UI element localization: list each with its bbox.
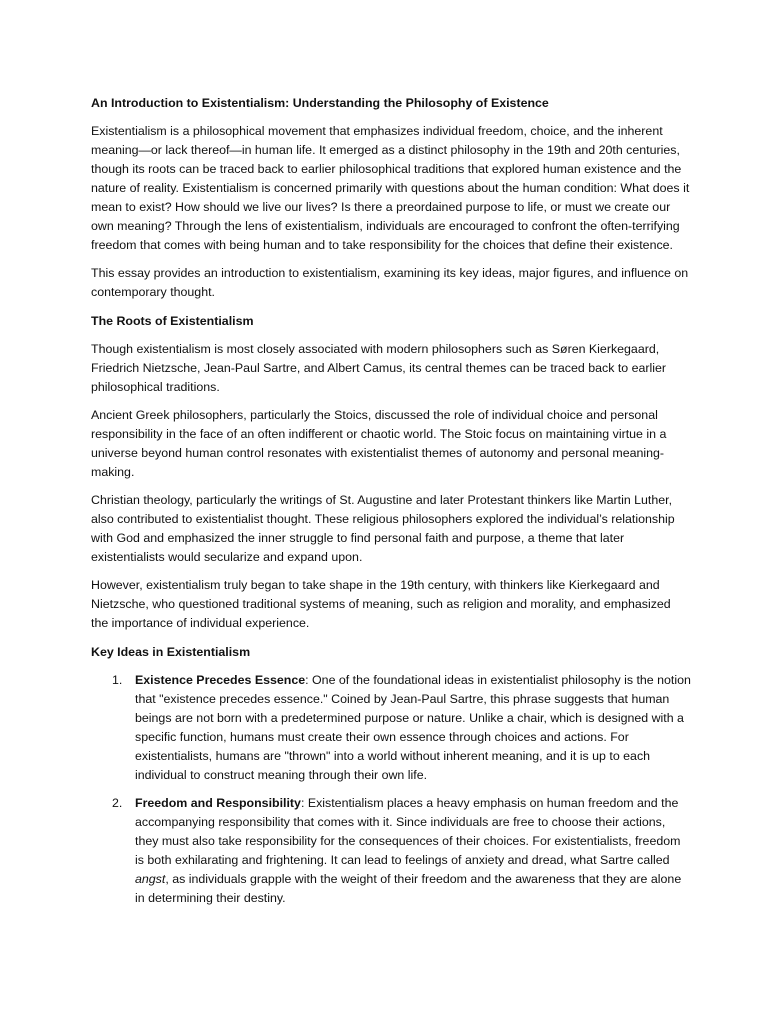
roots-heading: The Roots of Existentialism: [91, 313, 254, 328]
key-ideas-heading: Key Ideas in Existentialism: [91, 644, 251, 659]
list-item: [91, 794, 691, 907]
list-item-text: : One of the foundational ideas in existentialist philosophy is the notion that "existence precedes essence." Coined by Jean-Paul Sartre, this phrase suggests that human beings are not born with a predetermined purpose or nature. Unlike a chair, which is designed with a specific function, humans must create their own essence through choices and actions. For existentialists, humans are "thrown" into a world without inherent meaning, and it is up to each individual to construct meaning through their own life.: [135, 673, 691, 782]
list-item-text-continued: , as individuals grapple with the weight of their freedom and the awareness that they are alone in determining their destiny.: [135, 871, 682, 905]
document-title: An Introduction to Existentialism: Understanding the Philosophy of Existence: [91, 96, 549, 110]
roots-paragraph-1: Though existentialism is most closely associated with modern philosophers such as Søren Kierkegaard, Friedrich Nietzsche, Jean-Paul Sartre, and Albert Camus, its central themes can be traced back to earlier philosophical traditions.: [91, 341, 667, 394]
list-item-number: 2.: [112, 796, 123, 810]
list-item-italic-term: angst: [135, 871, 166, 886]
key-ideas-list: [91, 671, 691, 907]
document-body: [91, 94, 691, 917]
roots-paragraph-3: Christian theology, particularly the writings of St. Augustine and later Protestant thinkers like Martin Luther, also contributed to existentialist thought. These religious philosophers explored the individual’s relationship with God and emphasized the inner struggle to find personal faith and purpose, a theme that later existentialists would secularize and expand upon.: [91, 493, 675, 565]
list-item: [91, 671, 691, 784]
roots-paragraph-2: Ancient Greek philosophers, particularly the Stoics, discussed the role of individual choice and personal responsibility in the face of an often indifferent or chaotic world. The Stoic focus on maintaining virtue in a universe beyond human control resonates with existentialist themes of autonomy and personal meaning-making.: [91, 408, 667, 479]
roots-paragraph-4: However, existentialism truly began to take shape in the 19th century, with thinkers like Kierkegaard and Nietzsche, who questioned traditional systems of meaning, such as religion and morality, and emphasized the importance of individual experience.: [91, 578, 671, 631]
list-item-number: 1.: [112, 673, 123, 688]
intro-paragraph-1: Existentialism is a philosophical movement that emphasizes individual freedom, choice, and the inherent meaning—or lack thereof—in human life. It emerged as a distinct philosophy in the 19th and 20th centuries, though its roots can be traced back to earlier philosophical traditions that explored human existence and the nature of reality. Existentialism is concerned primarily with questions about the human condition: What does it mean to exist? How should we live our lives? Is there a preordained purpose to life, or must we create our own meaning? Through the lens of existentialism, individuals are encouraged to confront the often-terrifying freedom that comes with being human and to take responsibility for the choices that define their existence.: [91, 124, 690, 252]
list-item-term: Freedom and Responsibility: [135, 796, 301, 810]
list-item-term: Existence Precedes Essence: [135, 673, 306, 688]
intro-paragraph-2: This essay provides an introduction to existentialism, examining its key ideas, major figures, and influence on contemporary thought.: [91, 266, 689, 300]
list-item-text: : Existentialism places a heavy emphasis on human freedom and the accompanying responsibility that comes with it. Since individuals are free to choose their actions, they must also take responsibility for the consequences of their choices. For existentialists, freedom is both exhilarating and frightening. It can lead to feelings of anxiety and dread, what Sartre called: [135, 796, 681, 867]
